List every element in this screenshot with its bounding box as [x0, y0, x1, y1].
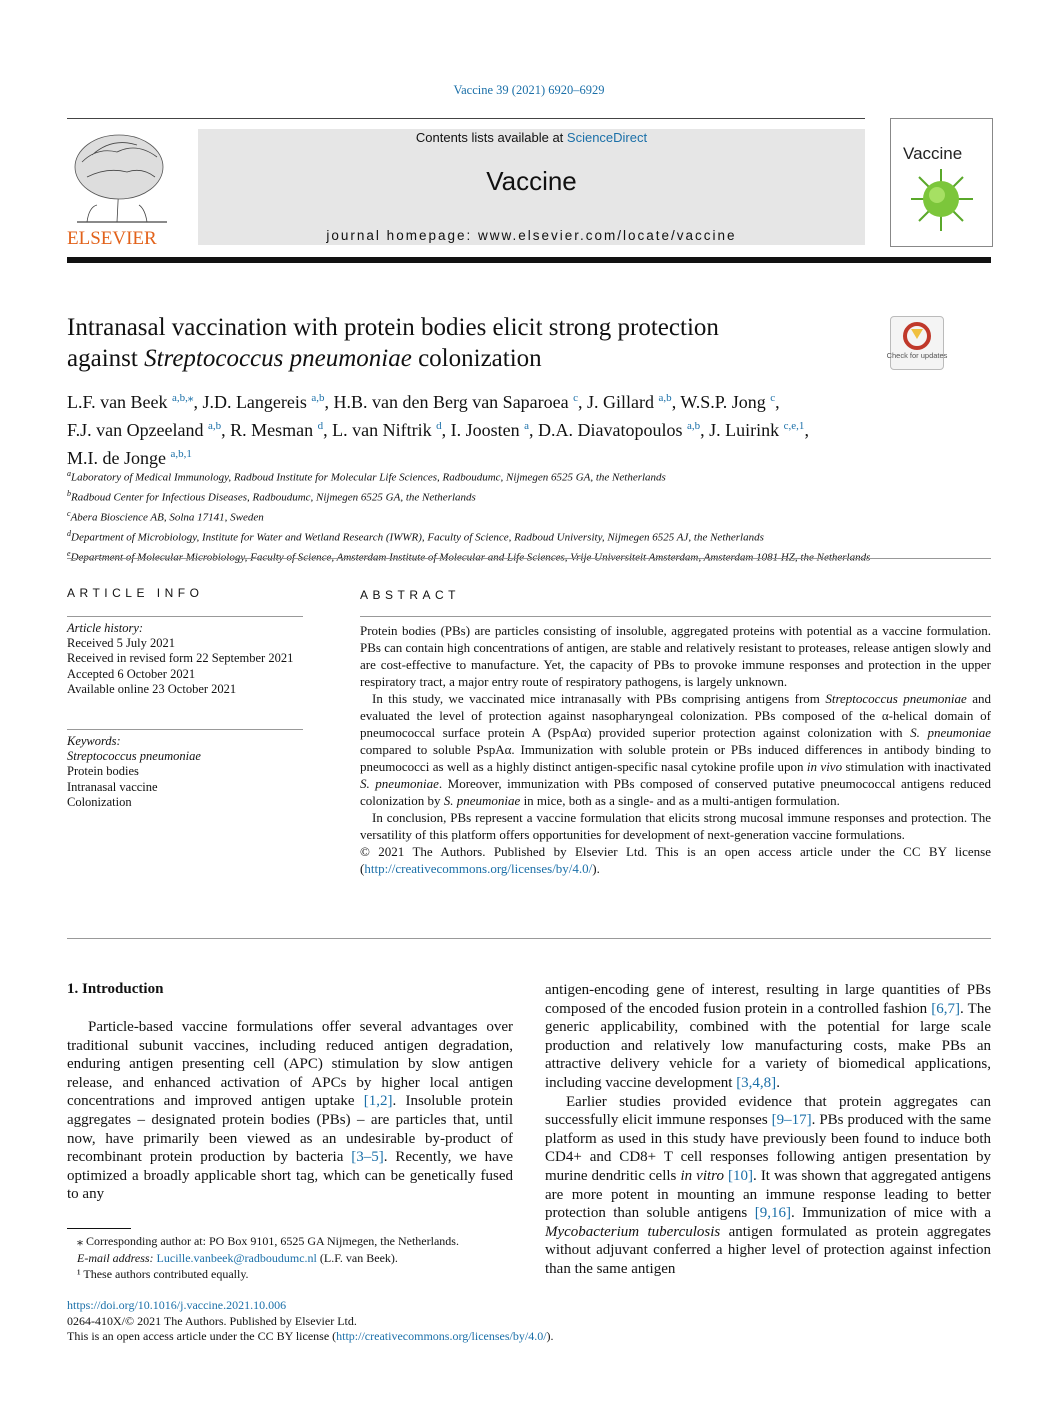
corresponding-footnote: ⁎ Corresponding author at: PO Box 9101, 6525 GA Nijmegen, the Netherlands. [77, 1234, 459, 1248]
divider [67, 558, 991, 559]
history-item: Accepted 6 October 2021 [67, 666, 196, 681]
author[interactable]: J. Luirink $^{c,e,1}$ [709, 420, 805, 440]
elsevier-logo [67, 127, 175, 247]
check-updates-label: Check for updates [886, 351, 948, 360]
keyword: Streptococcus pneumoniae [67, 749, 201, 764]
divider [67, 938, 991, 939]
history-item: Available online 23 October 2021 [67, 681, 237, 696]
email-footnote: E-mail address: Lucille.vanbeek@radboudumc.nl (L.F. van Beek). [77, 1250, 398, 1265]
doi-block [67, 1298, 767, 1345]
keywords-label: Keywords: [67, 734, 121, 748]
contents-line [198, 130, 865, 145]
affiliation: $^b$Radboud Center for Infectious Diseases, Radboudumc, Nijmegen 6525 GA, the Netherlands [67, 488, 476, 504]
abstract-license: © 2021 The Authors. Published by Elsevier Ltd. This is an open access article under the CC BY license (http://creativecommons.org/licenses/by/4.0/). [360, 844, 991, 876]
article-title [67, 312, 867, 374]
journal-title: Vaccine [486, 166, 577, 196]
abstract-paragraph: In this study, we vaccinated mice intranasally with PBs comprising antigens from Streptococcus pneumoniae and evaluated the level of protection against nasopharyngeal colonization. PBs composed of the α-helical domain of pneumococcal surface protein A (PspAα) provided superior protection against colonization with S. pneumoniae compared to soluble PspAα. Immunization with soluble protein or PBs induced differences in antibody binding to pneumococci as well as a highly distinct antigen-specific nasal cytokine profile upon in vivo stimulation with inactivated S. pneumoniae. Moreover, immunization with PBs composed of conserved putative pneumococcal antigens reduced colonization by S. pneumoniae in mice, both as a single- and as a multi-antigen formulation. [360, 691, 992, 808]
abstract-paragraph: In conclusion, PBs represent a vaccine formulation that elicits strong mucosal immune responses and protection. The versatility of this platform offers opportunities for development of next-generation vaccine formulations. [360, 810, 991, 842]
history-item: Received in revised form 22 September 2021 [67, 651, 294, 666]
body-paragraph: Particle-based vaccine formulations offer several advantages over traditional subunit vaccines, including reduced antigen degradation, enduring antigen presenting cell (APC) stimulation by slow antigen release, and enhanced activation of APCs by higher local antigen concentrations and improved antigen uptake [1,2]. Insoluble protein aggregates – designated protein bodies (PBs) – are particles that, until now, have primarily been viewed as an undesirable by-product of recombinant protein production by bacteria [3–5]. Recently, we have optimized a broadly applicable short tag, which can be genetically fused to any [67, 1019, 513, 1203]
affiliation: $^a$Laboratory of Medical Immunology, Radboud Institute for Molecular Life Sciences, Radboudumc, Nijmegen 6525 GA, the Netherlands [67, 469, 666, 484]
journal-homepage[interactable]: journal homepage: www.elsevier.com/locate/vaccine [326, 228, 737, 243]
citation-link[interactable]: [9–17] [771, 1112, 812, 1129]
author[interactable]: L.F. van Beek $^{a,b,⁎}$ [67, 392, 194, 412]
title-line-1: Intranasal vaccination with protein bodies elicit strong protection [67, 314, 719, 341]
keyword: Colonization [67, 794, 132, 809]
sciencedirect-link[interactable]: ScienceDirect [566, 130, 648, 145]
section-heading: 1. Introduction [67, 981, 164, 997]
author[interactable]: W.S.P. Jong $^c$ [680, 392, 776, 412]
check-updates-icon [886, 317, 948, 369]
citation-link[interactable]: [9,16] [754, 1205, 791, 1222]
citation-link[interactable]: [3–5] [351, 1149, 384, 1166]
citation-link[interactable]: [10] [728, 1167, 754, 1184]
cover-title: Vaccine [903, 144, 963, 163]
title-text: against [67, 345, 145, 372]
journal-cover [890, 118, 993, 247]
affiliation: $^d$Department of Microbiology, Institute for Water and Wetland Research (IWWR), Faculty of Science, Radboud University, Nijmegen 6525 AJ, the Netherlands [67, 528, 764, 544]
affiliation: e [67, 548, 71, 558]
virus-cover-icon [891, 119, 992, 246]
footnotes [67, 1233, 517, 1283]
author[interactable]: I. Joosten $^a$ [450, 420, 530, 440]
divider [67, 616, 303, 617]
email-link[interactable]: Lucille.vanbeek@radboudumc.nl [156, 1250, 317, 1265]
author[interactable]: F.J. van Opzeeland $^{a,b}$ [67, 420, 222, 440]
abstract-text [360, 622, 991, 877]
author[interactable]: H.B. van den Berg van Saparoea $^c$ [333, 392, 579, 412]
equal-contribution-footnote: ¹ These authors contributed equally. [77, 1267, 249, 1281]
author[interactable]: R. Mesman $^d$ [230, 420, 324, 440]
author[interactable]: M.I. de Jonge $^{a,b,1}$ [67, 448, 192, 468]
title-text: colonization [411, 345, 542, 372]
license-link[interactable]: http://creativecommons.org/licenses/by/4.0/ [336, 1329, 547, 1343]
abstract-paragraph: Protein bodies (PBs) are particles consisting of insoluble, aggregated proteins with potential as a vaccine formulation. PBs can contain high concentrations of antigen, are stable and relatively resistant to proteases, release antigen slowly and are cost-effective to manufacture. Yet, the capacity of PBs to provoke immune responses and protection in the upper respiratory tract, a major entry route of respiratory pathogens, is largely unknown. [360, 623, 991, 689]
author[interactable]: J.D. Langereis $^{a,b}$ [202, 392, 325, 412]
citation-link[interactable]: [1,2] [363, 1093, 393, 1110]
article-history [67, 621, 303, 697]
divider [360, 616, 991, 617]
abstract-heading: ABSTRACT [360, 588, 461, 602]
divider [67, 729, 303, 730]
body-column-right [545, 981, 991, 1279]
affiliations [67, 466, 1007, 566]
author[interactable]: D.A. Diavatopoulos $^{a,b}$ [538, 420, 701, 440]
body-column-left [67, 1018, 513, 1204]
contents-prefix: Contents lists available at [415, 130, 567, 145]
keyword: Intranasal vaccine [67, 779, 158, 794]
citation-link[interactable]: [6,7] [931, 1000, 961, 1017]
issn-line: 0264-410X/© 2021 The Authors. Published by Elsevier Ltd. [67, 1313, 357, 1328]
author[interactable]: L. van Niftrik $^d$ [332, 420, 442, 440]
license-link[interactable]: http://creativecommons.org/licenses/by/4.0/ [364, 861, 593, 876]
body-paragraph: antigen-encoding gene of interest, resulting in large quantities of PBs composed of the encoded fusion protein in a controlled fashion [6,7]. The generic applicability, combined with the potential for large scale production and relatively low manufacturing costs, make PBs an attractive delivery vehicle for a variety of biomedical applications, including vaccine development [3,4,8]. [545, 982, 991, 1091]
header-rule [67, 118, 865, 119]
keyword: Protein bodies [67, 764, 139, 779]
license-line: This is an open access article under the CC BY license (http://creativecommons.org/licenses/by/4.0/). [67, 1329, 554, 1343]
author[interactable]: J. Gillard $^{a,b}$ [587, 392, 672, 412]
affiliation: $^c$Abera Bioscience AB, Solna 17141, Sweden [67, 508, 264, 524]
article-info-heading: ARTICLE INFO [67, 586, 204, 600]
elsevier-wordmark: ELSEVIER [67, 228, 157, 249]
footnote-rule [67, 1228, 131, 1229]
author-list: L.F. van Beek $^{a,b,⁎}$, J.D. Langereis $^{a,b}$, H.B. van den Berg van Saparoea $^c$, J. Gillard $^{a,b}$, W.S.P. Jong $^c$, F.J. van Opzeeland $^{a,b}$, R. Mesman $^d$, L. van Niftrik $^d$, I. Joosten $^a$, D.A. Diavatopoulos $^{a,b}$, J. Luirink $^{c,e,1}$, M.I. de Jonge $^{a,b,1}$ [67, 392, 809, 468]
title-species: Streptococcus pneumoniae [144, 345, 412, 372]
check-for-updates-button[interactable] [886, 316, 948, 370]
doi-link[interactable]: https://doi.org/10.1016/j.vaccine.2021.10.006 [67, 1298, 287, 1312]
header-thick-rule [67, 257, 991, 263]
citation-link[interactable]: [3,4,8] [736, 1074, 777, 1091]
history-item: Received 5 July 2021 [67, 636, 175, 651]
body-paragraph: Earlier studies provided evidence that protein aggregates can successfully elicit immune responses [9–17]. PBs produced with the same platform as used in this study have previously been found to induce both CD4+ and CD8+ T cell responses following antigen presentation by murine dendritic cells in vitro [10]. It was shown that aggregated antigens are more potent in mounting an immune response leading to better protection than soluble antigens [9,16]. Immunization of mice with a Mycobacterium tuberculosis antigen formulated as protein aggregates without adjuvant conferred a higher level of protection against infection than the same antigen [545, 1093, 992, 1277]
history-label: Article history: [67, 621, 144, 635]
keywords [67, 734, 303, 810]
elsevier-tree-icon [67, 127, 175, 247]
title-line-2 [67, 343, 867, 374]
journal-reference[interactable]: Vaccine 39 (2021) 6920–6929 [453, 83, 605, 97]
